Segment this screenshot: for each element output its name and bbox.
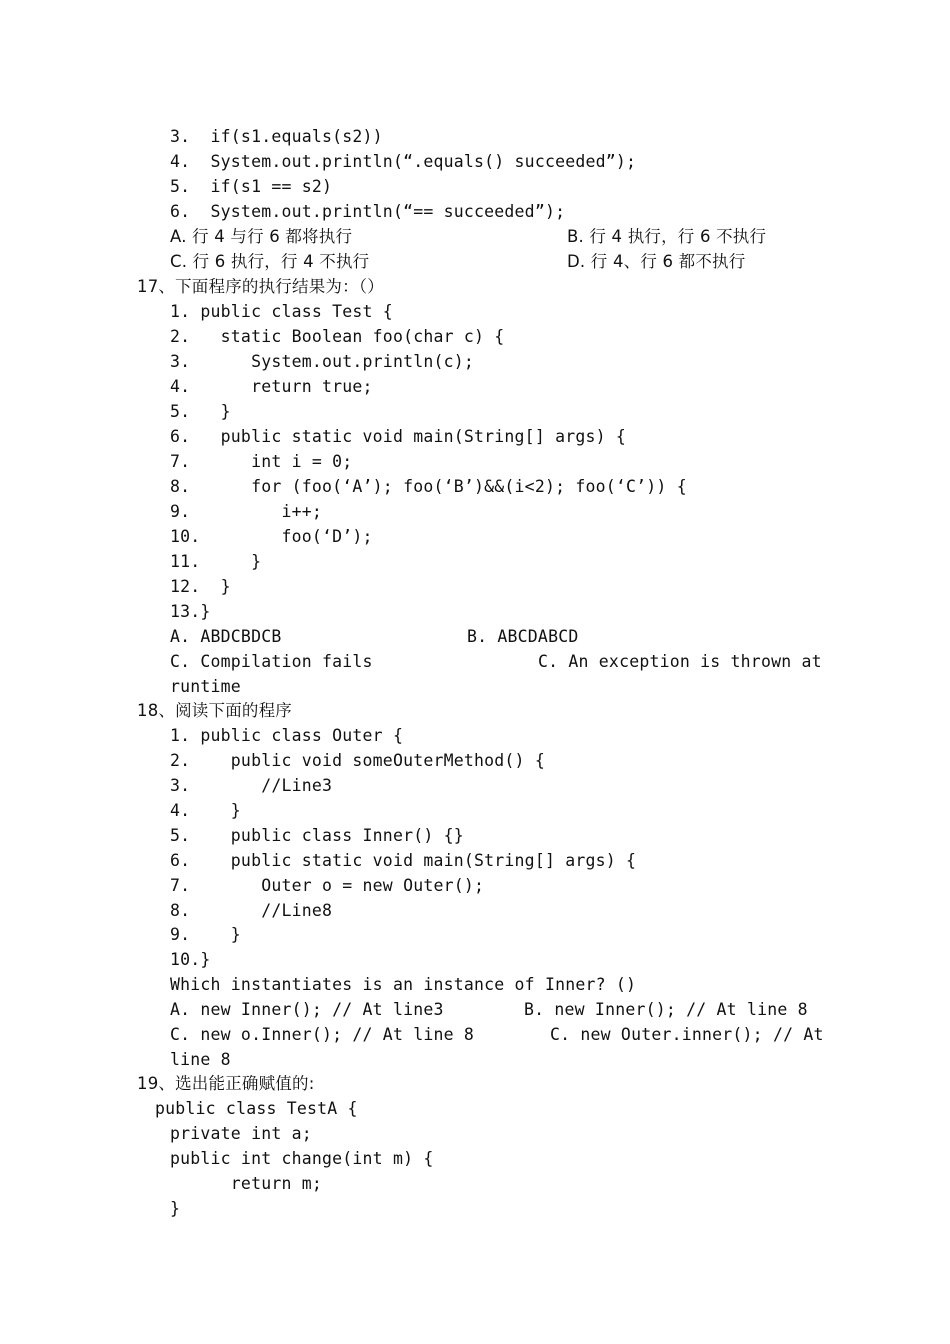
code-line: 6. System.out.println(“== succeeded”); — [170, 202, 566, 221]
option-c: C. new o.Inner(); // At line 8 — [170, 1025, 475, 1044]
option-a: A. 行 4 与行 6 都将执行 — [170, 227, 353, 246]
code-line: 4. } — [170, 801, 241, 820]
question-title: 19、选出能正确赋值的: — [137, 1074, 315, 1093]
code-line: 12. } — [170, 577, 231, 596]
option-d-continued: runtime — [170, 677, 241, 696]
code-line: public class TestA { — [155, 1099, 358, 1118]
code-line: 9. i++; — [170, 502, 323, 521]
code-line: 2. public void someOuterMethod() { — [170, 751, 545, 770]
code-line: 1. public class Test { — [170, 302, 393, 321]
question-title: 18、阅读下面的程序 — [137, 701, 292, 720]
code-line: 3. System.out.println(c); — [170, 352, 475, 371]
code-line: 10.} — [170, 950, 211, 969]
code-line: 5. public class Inner() {} — [170, 826, 464, 845]
code-line: 8. //Line8 — [170, 901, 333, 920]
code-line: 4. System.out.println(“.equals() succeeded”); — [170, 152, 637, 171]
option-a: A. new Inner(); // At line3 — [170, 1000, 444, 1019]
code-line: 7. int i = 0; — [170, 452, 353, 471]
option-c: C. Compilation fails — [170, 652, 373, 671]
code-line: 1. public class Outer { — [170, 726, 404, 745]
code-line: 6. public static void main(String[] args) { — [170, 427, 627, 446]
question-title: 17、下面程序的执行结果为：（） — [137, 277, 384, 296]
option-a: A. ABDCBDCB — [170, 627, 282, 646]
code-line: 10. foo(‘D’); — [170, 527, 373, 546]
code-line: 3. if(s1.equals(s2)) — [170, 127, 383, 146]
code-line: 11. } — [170, 552, 262, 571]
code-line: 9. } — [170, 925, 241, 944]
code-line: return m; — [170, 1174, 323, 1193]
code-line: 8. for (foo(‘A’); foo(‘B’)&&(i<2); foo(‘C’)) { — [170, 477, 687, 496]
question-text: Which instantiates is an instance of Inner? () — [170, 975, 637, 994]
code-line: 3. //Line3 — [170, 776, 333, 795]
code-line: 7. Outer o = new Outer(); — [170, 876, 485, 895]
option-b: B. ABCDABCD — [467, 627, 579, 646]
option-d-continued: line 8 — [170, 1050, 231, 1069]
code-line: } — [170, 1199, 181, 1218]
code-line: 5. if(s1 == s2) — [170, 177, 333, 196]
option-c: C. 行 6 执行，行 4 不执行 — [170, 252, 370, 271]
code-line: 2. static Boolean foo(char c) { — [170, 327, 505, 346]
code-line: 4. return true; — [170, 377, 373, 396]
option-d: C. new Outer.inner(); // At — [550, 1025, 824, 1044]
code-line: private int a; — [170, 1124, 312, 1143]
option-d: C. An exception is thrown at — [538, 652, 822, 671]
code-line: 13.} — [170, 602, 211, 621]
option-b: B. new Inner(); // At line 8 — [524, 1000, 808, 1019]
code-line: 6. public static void main(String[] args) { — [170, 851, 637, 870]
code-line: public int change(int m) { — [170, 1149, 434, 1168]
code-line: 5. } — [170, 402, 231, 421]
option-b: B. 行 4 执行，行 6 不执行 — [567, 227, 767, 246]
option-d: D. 行 4、行 6 都不执行 — [567, 252, 746, 271]
